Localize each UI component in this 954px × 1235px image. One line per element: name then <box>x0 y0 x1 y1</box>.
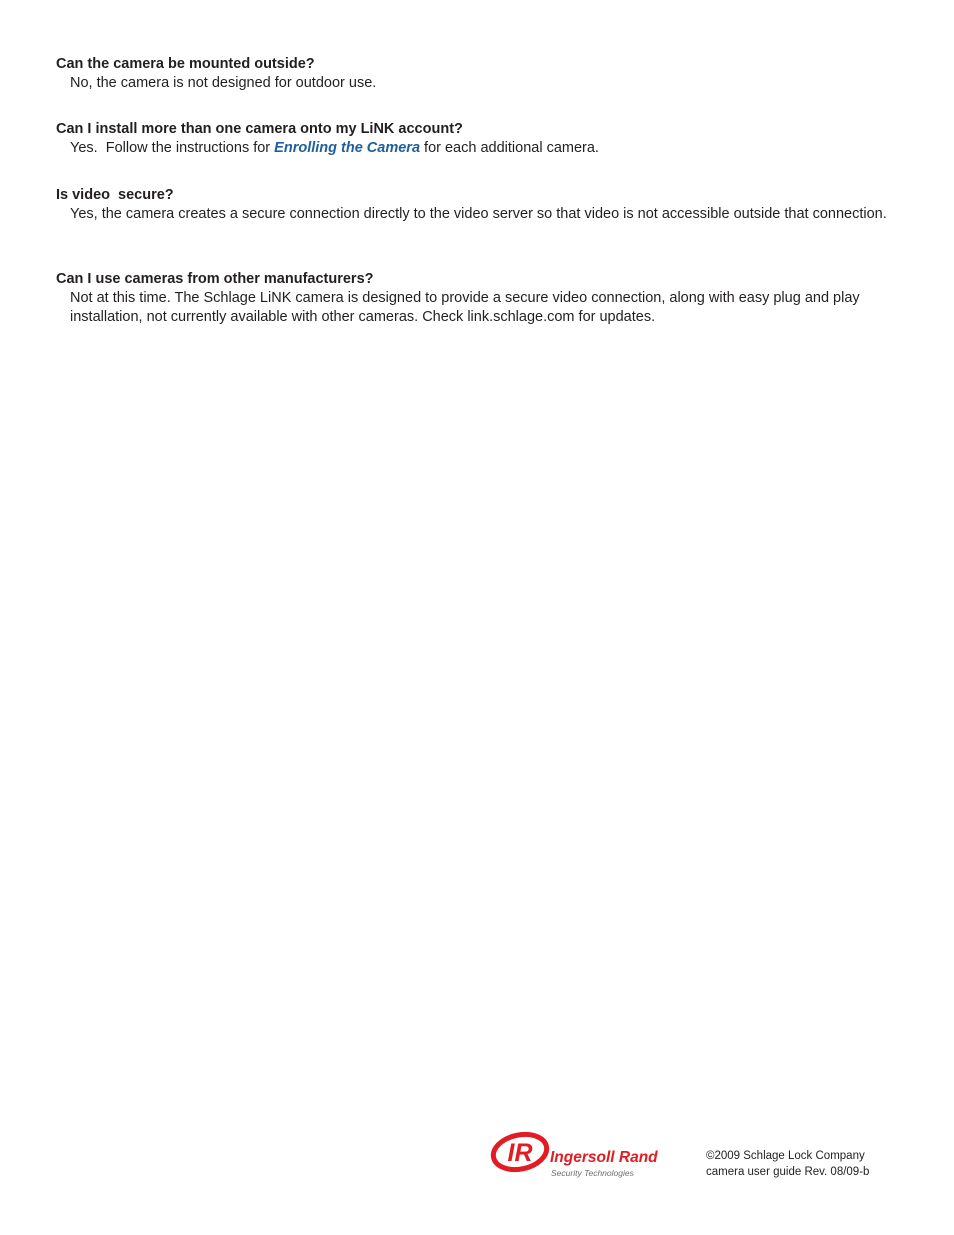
answer-text-pre: Yes. Follow the instructions for <box>70 140 275 156</box>
faq-item-multiple-cameras <box>56 120 896 158</box>
footer-revision: camera user guide Rev. 08/09-b <box>706 1165 870 1178</box>
faq-answer <box>70 139 896 158</box>
faq-answer: Yes, the camera creates a secure connection directly to the video server so that video is not accessible outside that connection. <box>70 206 887 222</box>
answer-text-post: for each additional camera. <box>420 140 599 156</box>
faq-question: Can the camera be mounted outside? <box>56 56 315 72</box>
logo-mark-text: IR <box>507 1139 533 1167</box>
enrolling-camera-link[interactable]: Enrolling the Camera <box>274 140 421 156</box>
faq-item-outdoor <box>56 55 896 93</box>
faq-question: Can I use cameras from other manufacturers? <box>56 271 374 287</box>
faq-answer: Not at this time. The Schlage LiNK camera is designed to provide a secure video connection, along with easy plug and play installation, not currently available with other cameras. Check link.schlage.com for updates. <box>70 290 860 325</box>
faq-item-video-secure <box>56 186 896 224</box>
logo-name-text: Ingersoll Rand <box>550 1149 658 1166</box>
footer <box>706 1149 869 1180</box>
faq-item-other-manufacturers <box>56 270 896 327</box>
logo-tagline-text: Security Technologies <box>551 1168 634 1178</box>
ingersoll-rand-logo-icon <box>490 1130 670 1182</box>
ingersoll-rand-logo <box>490 1130 670 1182</box>
faq-answer: No, the camera is not designed for outdoor use. <box>70 75 377 91</box>
faq-question: Can I install more than one camera onto my LiNK account? <box>56 121 463 137</box>
faq-question: Is video secure? <box>56 187 174 203</box>
footer-copyright: ©2009 Schlage Lock Company <box>706 1150 865 1162</box>
